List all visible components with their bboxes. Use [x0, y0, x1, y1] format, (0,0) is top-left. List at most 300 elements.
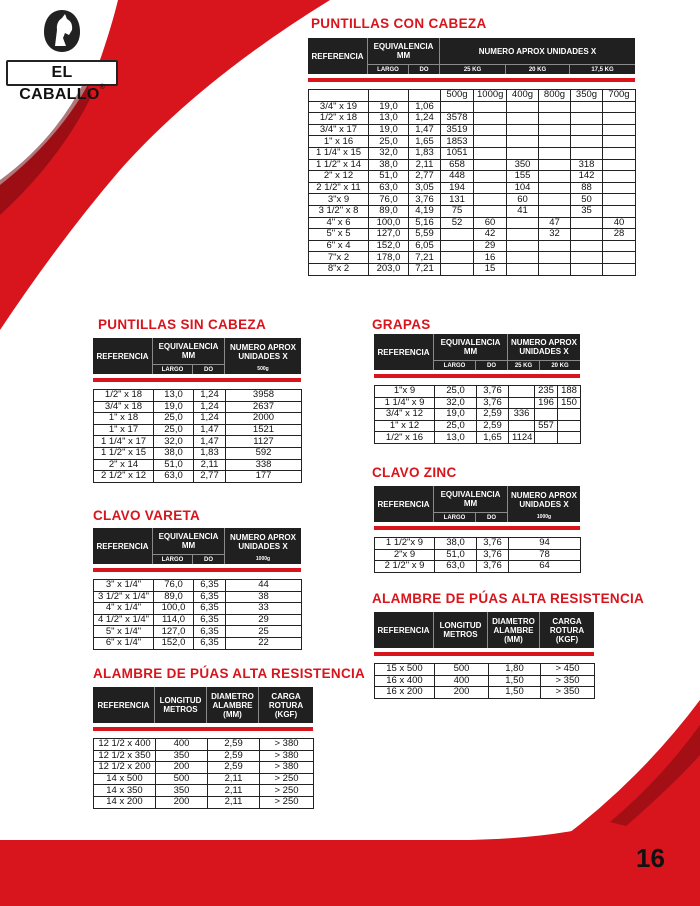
table-cell [474, 136, 507, 148]
table-cell: 63,0 [435, 561, 477, 573]
table-cell: 76,0 [154, 580, 194, 592]
table-cell: 1,50 [489, 687, 541, 699]
table-cell: 1051 [441, 147, 474, 159]
table-row [94, 459, 302, 471]
table-row [94, 796, 314, 808]
table-cell: 3958 [226, 390, 302, 402]
table-cell [539, 101, 571, 113]
table-cell: 94 [509, 538, 581, 550]
table-row [309, 194, 636, 206]
table-subheader-cell: 350g [571, 90, 603, 102]
table-cell [309, 90, 369, 102]
con-cabeza-table [308, 89, 636, 276]
table-cell: 40 [603, 217, 636, 229]
table-cell: 1" x 18 [94, 413, 154, 425]
table-cell: 6,05 [409, 240, 441, 252]
table-cell: 63,0 [369, 182, 409, 194]
header-175kg: 17,5 KG [591, 66, 614, 73]
table-cell: 2 1/2" x 11 [309, 182, 369, 194]
table-row [309, 240, 636, 252]
table-cell: 1/2" x 18 [309, 113, 369, 125]
brand-name-bar [6, 60, 118, 103]
table-cell: 2,77 [194, 471, 226, 483]
table-cell [539, 171, 571, 183]
table-cell: 16 [474, 252, 507, 264]
table-row [94, 436, 302, 448]
table-cell [539, 124, 571, 136]
table-cell: 196 [535, 397, 558, 409]
table-cell: 5" x 1/4" [94, 626, 154, 638]
table-cell: 142 [571, 171, 603, 183]
sin-cabeza-table [93, 389, 302, 483]
table-cell [441, 252, 474, 264]
table-cell: 400 [435, 675, 489, 687]
table-cell: 35 [571, 205, 603, 217]
table-cell: 3 1/2" x 1/4" [94, 591, 154, 603]
table-cell [507, 147, 539, 159]
table-cell [603, 240, 636, 252]
table-cell [474, 205, 507, 217]
table-cell: 1,24 [194, 413, 226, 425]
table-cell: 6,35 [194, 580, 226, 592]
table-cell: 13,0 [154, 390, 194, 402]
table-cell: > 250 [260, 773, 314, 785]
table-cell: > 250 [260, 796, 314, 808]
table-cell [509, 386, 535, 398]
sin-cabeza-section [93, 338, 301, 483]
table-cell: 1 1/2" x 15 [94, 447, 154, 459]
table-row [94, 626, 302, 638]
table-cell: 41 [507, 205, 539, 217]
table-cell: 38,0 [154, 447, 194, 459]
table-cell: 28 [603, 229, 636, 241]
brand-logo [6, 8, 118, 103]
table-row [309, 136, 636, 148]
table-cell: 318 [571, 159, 603, 171]
table-cell: 50 [571, 194, 603, 206]
table-cell: 4" x 1/4" [94, 603, 154, 615]
table-cell: 3,76 [477, 561, 509, 573]
table-cell [539, 205, 571, 217]
table-cell [603, 101, 636, 113]
header-reference: REFERENCIA [308, 38, 368, 74]
table-cell [441, 229, 474, 241]
table-cell: 2,11 [194, 459, 226, 471]
table-cell: 25,0 [369, 136, 409, 148]
table-cell [441, 101, 474, 113]
table-cell [571, 229, 603, 241]
table-cell [474, 124, 507, 136]
table-cell: 5,16 [409, 217, 441, 229]
table-subheader-cell: 400g [507, 90, 539, 102]
table-cell: 8"x 2 [309, 263, 369, 275]
table-cell: 6,35 [194, 603, 226, 615]
table-cell [539, 136, 571, 148]
table-subheader-row [309, 90, 636, 102]
table-cell: > 380 [260, 762, 314, 774]
table-cell: 5,59 [409, 229, 441, 241]
table-row [94, 739, 314, 751]
table-cell: 1,65 [409, 136, 441, 148]
table-cell: 78 [509, 549, 581, 561]
grapas-table [374, 385, 581, 444]
table-cell [539, 252, 571, 264]
table-cell: 1" x 17 [94, 424, 154, 436]
table-cell [571, 113, 603, 125]
table-row [309, 171, 636, 183]
table-row [94, 413, 302, 425]
table-cell: 2,59 [208, 750, 260, 762]
table-cell: 1853 [441, 136, 474, 148]
table-cell [474, 113, 507, 125]
table-cell [539, 113, 571, 125]
zinc-title: CLAVO ZINC [372, 465, 457, 480]
table-cell: 155 [507, 171, 539, 183]
table-cell: 3 1/2" x 8 [309, 205, 369, 217]
table-cell: 19,0 [435, 409, 477, 421]
table-cell: 1,47 [409, 124, 441, 136]
header-equivalence: EQUIVALENCIA MM LARGO DO [368, 38, 440, 74]
table-cell [539, 182, 571, 194]
table-row [375, 409, 581, 421]
table-cell: 200 [156, 796, 208, 808]
table-cell [571, 252, 603, 264]
table-cell: 6,35 [194, 626, 226, 638]
table-row [94, 580, 302, 592]
table-cell [539, 263, 571, 275]
table-row [375, 561, 581, 573]
table-cell: 25,0 [154, 424, 194, 436]
table-cell: 3,05 [409, 182, 441, 194]
table-cell [571, 124, 603, 136]
alambre-left-section: REFERENCIA LONGITUD METROS DIAMETRO ALAMBRE (MM) CARGA ROTURA (KGF) 12 1/2 x 400 400 2,59 > 380 12 1/2 x 350 350 2,59 > 380 12 1/2 x 200 200 2,59 > 380 14 x 500 500 2,11 > 250 14 x 350 350 2,11 > 250 14 x 200 200 2,11 > 250 [93, 687, 313, 809]
table-row [94, 750, 314, 762]
table-cell [539, 159, 571, 171]
table-cell [474, 194, 507, 206]
table-cell: 3/4" x 18 [94, 401, 154, 413]
table-cell: 25,0 [435, 420, 477, 432]
table-cell: 19,0 [369, 124, 409, 136]
table-cell: 400 [156, 739, 208, 751]
table-row [309, 205, 636, 217]
table-cell: 1 1/2"x 9 [375, 538, 435, 550]
table-cell: 51,0 [154, 459, 194, 471]
horse-head-icon [42, 8, 82, 54]
table-cell [603, 159, 636, 171]
table-cell [558, 409, 581, 421]
table-cell: 2,11 [409, 159, 441, 171]
table-cell [571, 147, 603, 159]
table-subheader-cell: 500g [441, 90, 474, 102]
table-cell: 29 [226, 614, 302, 626]
table-row [94, 591, 302, 603]
table-cell [603, 182, 636, 194]
table-cell [507, 263, 539, 275]
table-cell [441, 240, 474, 252]
table-cell [507, 217, 539, 229]
table-cell: 500 [156, 773, 208, 785]
table-cell: 3,76 [409, 194, 441, 206]
table-cell: 3,76 [477, 386, 509, 398]
table-cell: 114,0 [154, 614, 194, 626]
table-cell: 1 1/4" x 17 [94, 436, 154, 448]
table-cell: 2,11 [208, 796, 260, 808]
table-cell: 3519 [441, 124, 474, 136]
table-cell: 44 [226, 580, 302, 592]
table-row [309, 147, 636, 159]
table-row [94, 603, 302, 615]
table-cell [571, 136, 603, 148]
table-cell: 336 [509, 409, 535, 421]
table-cell: 203,0 [369, 263, 409, 275]
sin-cabeza-title: PUNTILLAS SIN CABEZA [98, 317, 266, 332]
table-cell [507, 240, 539, 252]
table-cell: 100,0 [369, 217, 409, 229]
table-cell: 2,59 [208, 762, 260, 774]
table-cell: 7"x 2 [309, 252, 369, 264]
table-cell: 2"x 9 [375, 549, 435, 561]
table-cell [474, 159, 507, 171]
table-cell: 52 [441, 217, 474, 229]
table-cell [474, 147, 507, 159]
table-cell [441, 263, 474, 275]
table-cell: 4 1/2" x 1/4" [94, 614, 154, 626]
table-cell: 104 [507, 182, 539, 194]
table-cell: 3"x 9 [309, 194, 369, 206]
header-25kg: 25 KG [440, 65, 506, 74]
table-cell [535, 409, 558, 421]
table-cell [507, 113, 539, 125]
page-number: 16 [636, 843, 665, 873]
table-cell: 47 [539, 217, 571, 229]
header-largo: LARGO [368, 65, 409, 74]
table-cell: 200 [156, 762, 208, 774]
table-cell [603, 113, 636, 125]
table-cell: 14 x 500 [94, 773, 156, 785]
table-row [375, 420, 581, 432]
table-cell: 2" x 12 [309, 171, 369, 183]
table-cell [603, 263, 636, 275]
table-cell: 64 [509, 561, 581, 573]
table-cell: 177 [226, 471, 302, 483]
table-cell: 7,21 [409, 252, 441, 264]
table-cell: > 350 [541, 687, 595, 699]
table-cell: 13,0 [435, 432, 477, 444]
table-cell: 3/4" x 12 [375, 409, 435, 421]
table-cell: 75 [441, 205, 474, 217]
table-cell: 200 [435, 687, 489, 699]
table-subheader-cell: 800g [539, 90, 571, 102]
table-cell [603, 252, 636, 264]
table-cell: 29 [474, 240, 507, 252]
table-cell: 1 1/4" x 15 [309, 147, 369, 159]
table-cell: 63,0 [154, 471, 194, 483]
table-cell: 42 [474, 229, 507, 241]
alambre-right-title: ALAMBRE DE PÚAS ALTA RESISTENCIA [372, 591, 645, 606]
table-cell: 100,0 [154, 603, 194, 615]
table-cell: 3578 [441, 113, 474, 125]
table-row [375, 687, 595, 699]
table-row [94, 447, 302, 459]
alambre-right-section: REFERENCIA LONGITUD METROS DIAMETRO ALAMBRE (MM) CARGA ROTURA (KGF) 15 x 500 500 1,80 > 450 16 x 400 400 1,50 > 350 16 x 200 200 1,50 > 350 [374, 612, 594, 699]
table-row [309, 124, 636, 136]
table-row [375, 386, 581, 398]
table-cell: 1,47 [194, 424, 226, 436]
table-cell: 592 [226, 447, 302, 459]
table-cell: 89,0 [369, 205, 409, 217]
zinc-table [374, 537, 581, 573]
table-cell [571, 263, 603, 275]
header-number-units: NUMERO APROX UNIDADES X 25 KG 20 KG 17,5 KG [440, 38, 635, 74]
table-cell: 2 1/2" x 9 [375, 561, 435, 573]
table-cell: 2,77 [409, 171, 441, 183]
table-cell [507, 124, 539, 136]
table-cell: 3,76 [477, 538, 509, 550]
table-cell: 1,24 [409, 113, 441, 125]
table-cell: 2,59 [477, 420, 509, 432]
table-cell [535, 432, 558, 444]
table-cell: 1" x 16 [309, 136, 369, 148]
table-subheader-cell: 1000g [474, 90, 507, 102]
table-cell: 2,11 [208, 773, 260, 785]
table-cell: 178,0 [369, 252, 409, 264]
table-cell: 1127 [226, 436, 302, 448]
table-cell [509, 420, 535, 432]
table-cell: 19,0 [154, 401, 194, 413]
table-cell: 557 [535, 420, 558, 432]
table-cell: 4,19 [409, 205, 441, 217]
table-cell: 38,0 [435, 538, 477, 550]
table-cell [539, 240, 571, 252]
table-cell: 350 [507, 159, 539, 171]
table-cell: 12 1/2 x 350 [94, 750, 156, 762]
table-cell: > 350 [541, 675, 595, 687]
table-cell: 25,0 [435, 386, 477, 398]
table-cell: 350 [156, 750, 208, 762]
table-cell: 1,24 [194, 390, 226, 402]
table-cell: 32 [539, 229, 571, 241]
table-cell: 150 [558, 397, 581, 409]
table-cell: 448 [441, 171, 474, 183]
table-cell: 3,76 [477, 549, 509, 561]
table-row [309, 101, 636, 113]
table-cell: 13,0 [369, 113, 409, 125]
table-cell: 127,0 [154, 626, 194, 638]
table-cell: 500 [435, 664, 489, 676]
table-cell: 1,47 [194, 436, 226, 448]
table-cell: 6,35 [194, 591, 226, 603]
table-row [309, 263, 636, 275]
table-cell [507, 101, 539, 113]
table-cell [558, 432, 581, 444]
table-cell: 152,0 [154, 637, 194, 649]
table-cell: > 380 [260, 750, 314, 762]
table-cell: 235 [535, 386, 558, 398]
table-cell: 7,21 [409, 263, 441, 275]
table-row [94, 637, 302, 649]
table-row [375, 397, 581, 409]
table-row [94, 424, 302, 436]
table-cell: 32,0 [369, 147, 409, 159]
grapas-section: REFERENCIA EQUIVALENCIA MM LARGO DO NUMERO APROX UNIDADES X 25 KG 20 KG 1"x 9 25,0 3,76 235 188 1 1/4" x 9 32,0 3,76 196 150 3/4" x 12 19,0 2,59 336 1" x 12 25,0 2,59 557 1/2" x 16 13,0 1,65 1124 [374, 334, 580, 444]
table-cell: 25,0 [154, 413, 194, 425]
table-cell: 188 [558, 386, 581, 398]
table-cell: > 250 [260, 785, 314, 797]
table-cell: 1 1/2" x 14 [309, 159, 369, 171]
table-cell: 2637 [226, 401, 302, 413]
table-cell [507, 229, 539, 241]
table-cell: 1/2" x 16 [375, 432, 435, 444]
alambre-left-table [93, 738, 314, 809]
table-cell [603, 205, 636, 217]
table-cell: 194 [441, 182, 474, 194]
table-row [375, 538, 581, 550]
brand-name: EL CABALLO [19, 64, 100, 103]
table-cell: 1521 [226, 424, 302, 436]
table-cell: 1"x 9 [375, 386, 435, 398]
table-cell: 38,0 [369, 159, 409, 171]
table-row [94, 614, 302, 626]
table-cell: 89,0 [154, 591, 194, 603]
table-cell: 131 [441, 194, 474, 206]
table-cell: 3,76 [477, 397, 509, 409]
table-cell: 76,0 [369, 194, 409, 206]
table-cell: 2,59 [477, 409, 509, 421]
table-row [375, 549, 581, 561]
table-cell: > 380 [260, 739, 314, 751]
table-row [94, 390, 302, 402]
table-cell: 2 1/2" x 12 [94, 471, 154, 483]
table-cell: 1,83 [194, 447, 226, 459]
table-row [94, 471, 302, 483]
table-cell: 32,0 [154, 436, 194, 448]
table-row [94, 785, 314, 797]
table-row [94, 401, 302, 413]
zinc-section: REFERENCIA EQUIVALENCIA MM LARGO DO NUMERO APROX UNIDADES X 1000g 1 1/2"x 9 38,0 3,76 94 2"x 9 51,0 3,76 78 2 1/2" x 9 63,0 3,76 64 [374, 486, 580, 573]
table-cell [507, 252, 539, 264]
alambre-left-title: ALAMBRE DE PÚAS ALTA RESISTENCIA [93, 666, 366, 681]
table-cell [539, 194, 571, 206]
vareta-section: REFERENCIA EQUIVALENCIA MM LARGO DO NUMERO APROX UNIDADES X 1000g 3" x 1/4" 76,0 6,35 44 3 1/2" x 1/4" 89,0 6,35 38 4" x 1/4" 100,0 6,35 33 4 1/2" x 1/4" 114,0 6,35 29 5" x 1/4" 127,0 6,35 25 6" x 1/4" 152,0 6,35 22 [93, 528, 301, 650]
table-cell: 2" x 14 [94, 459, 154, 471]
table-cell: 60 [507, 194, 539, 206]
table-cell: 6" x 4 [309, 240, 369, 252]
table-cell: 22 [226, 637, 302, 649]
table-cell: 33 [226, 603, 302, 615]
con-cabeza-section [308, 38, 635, 276]
table-cell: 1/2" x 18 [94, 390, 154, 402]
table-cell: 12 1/2 x 400 [94, 739, 156, 751]
table-cell: 14 x 350 [94, 785, 156, 797]
table-cell [603, 171, 636, 183]
table-cell: 38 [226, 591, 302, 603]
table-cell: 2,59 [208, 739, 260, 751]
alambre-right-table [374, 663, 595, 699]
table-cell: 51,0 [369, 171, 409, 183]
table-cell [558, 420, 581, 432]
table-row [375, 664, 595, 676]
table-cell: 12 1/2 x 200 [94, 762, 156, 774]
table-row [309, 229, 636, 241]
table-cell: 6,35 [194, 637, 226, 649]
header-do: DO [419, 66, 429, 73]
table-row [375, 675, 595, 687]
table-cell: 127,0 [369, 229, 409, 241]
table-row [375, 432, 581, 444]
table-row [309, 182, 636, 194]
table-cell: 152,0 [369, 240, 409, 252]
table-row [309, 252, 636, 264]
